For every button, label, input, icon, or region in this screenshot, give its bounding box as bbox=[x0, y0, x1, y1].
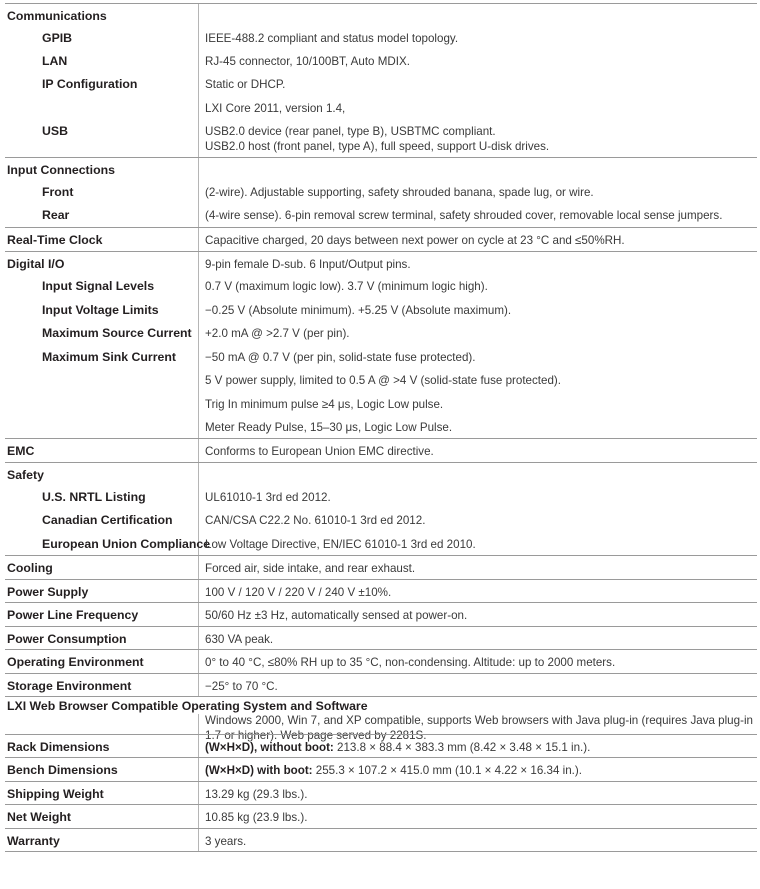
spec-row-emc bbox=[5, 438, 757, 462]
column-divider bbox=[198, 321, 199, 345]
spec-value bbox=[205, 655, 757, 670]
spec-value-text: Static or DHCP. bbox=[205, 78, 286, 91]
spec-label: Input Connections bbox=[7, 163, 115, 177]
spec-row-operating-environment bbox=[5, 649, 757, 673]
spec-value-text: Windows 2000, Win 7, and XP compatible, supports Web browsers with Java plug-in (requires Java plug-in 1.7 or higher). Web page served by 2281S. bbox=[205, 714, 753, 742]
spec-row-maximum-sink-current bbox=[5, 345, 757, 368]
spec-value bbox=[205, 124, 757, 154]
column-divider bbox=[198, 49, 199, 72]
column-divider bbox=[198, 463, 199, 485]
spec-label: Power Consumption bbox=[7, 632, 127, 646]
spec-label: Maximum Sink Current bbox=[42, 350, 176, 364]
spec-value-text: 100 V / 120 V / 220 V / 240 V ±10%. bbox=[205, 586, 392, 599]
spec-row-lxi-web-browser-compatible-operating-system-and-software bbox=[5, 696, 757, 742]
spec-value-text: RJ-45 connector, 10/100BT, Auto MDIX. bbox=[205, 55, 410, 68]
spec-value-text: 50/60 Hz ±3 Hz, automatically sensed at power-on. bbox=[205, 609, 468, 622]
spec-row bbox=[5, 415, 757, 438]
spec-label: Communications bbox=[7, 9, 107, 23]
spec-label: EMC bbox=[7, 444, 35, 458]
spec-value bbox=[205, 632, 757, 647]
spec-row-power-consumption bbox=[5, 626, 757, 649]
spec-value bbox=[205, 608, 757, 623]
spec-table bbox=[5, 3, 757, 852]
spec-row-rear bbox=[5, 203, 757, 227]
spec-label: Rear bbox=[42, 208, 70, 222]
column-divider bbox=[198, 298, 199, 321]
spec-value bbox=[205, 257, 757, 272]
spec-label: Safety bbox=[7, 468, 44, 482]
column-divider bbox=[198, 580, 199, 602]
spec-row bbox=[5, 368, 757, 392]
spec-label: Canadian Certification bbox=[42, 513, 173, 527]
column-divider bbox=[198, 228, 199, 251]
spec-row-european-union-compliance bbox=[5, 532, 757, 555]
spec-value bbox=[205, 513, 757, 528]
column-divider bbox=[198, 714, 199, 734]
spec-row-maximum-source-current bbox=[5, 321, 757, 345]
spec-value-text: 5 V power supply, limited to 0.5 A @ >4 V (solid-state fuse protected). bbox=[205, 374, 562, 387]
spec-value bbox=[205, 420, 757, 435]
spec-label: Operating Environment bbox=[7, 655, 144, 669]
spec-value-text: USB2.0 device (rear panel, type B), USBTMC compliant. bbox=[205, 125, 496, 138]
spec-value bbox=[205, 185, 757, 200]
column-divider bbox=[198, 603, 199, 626]
spec-value bbox=[205, 740, 757, 755]
spec-row-canadian-certification bbox=[5, 508, 757, 532]
spec-value-text: Capacitive charged, 20 days between next power on cycle at 23 °C and ≤50%RH. bbox=[205, 234, 625, 247]
spec-value bbox=[205, 373, 757, 388]
spec-row-gpib bbox=[5, 26, 757, 49]
spec-value-text: −50 mA @ 0.7 V (per pin, solid-state fuse protected). bbox=[205, 351, 476, 364]
spec-label: GPIB bbox=[42, 31, 73, 45]
column-divider bbox=[198, 829, 199, 851]
column-divider bbox=[198, 4, 199, 26]
column-divider bbox=[198, 485, 199, 508]
spec-value bbox=[205, 233, 757, 248]
spec-value-text: Meter Ready Pulse, 15–30 μs, Logic Low Pulse. bbox=[205, 421, 453, 434]
column-divider bbox=[198, 96, 199, 119]
spec-value bbox=[205, 679, 757, 694]
spec-value bbox=[205, 350, 757, 365]
spec-row-rack-dimensions bbox=[5, 734, 757, 757]
spec-row-warranty bbox=[5, 828, 757, 851]
spec-label: Front bbox=[42, 185, 74, 199]
column-divider bbox=[198, 674, 199, 696]
column-divider bbox=[198, 252, 199, 274]
spec-label: Input Signal Levels bbox=[42, 279, 155, 293]
spec-value bbox=[205, 444, 757, 459]
spec-row-real-time-clock bbox=[5, 227, 757, 251]
column-divider bbox=[198, 180, 199, 203]
spec-label: Cooling bbox=[7, 561, 53, 575]
spec-row-power-line-frequency bbox=[5, 602, 757, 626]
spec-label: IP Configuration bbox=[42, 77, 138, 91]
column-divider bbox=[198, 158, 199, 180]
spec-label: Warranty bbox=[7, 834, 60, 848]
spec-label: Digital I/O bbox=[7, 257, 65, 271]
spec-row-shipping-weight bbox=[5, 781, 757, 804]
spec-value-text: Low Voltage Directive, EN/IEC 61010-1 3rd ed 2010. bbox=[205, 538, 476, 551]
column-divider bbox=[198, 26, 199, 49]
spec-label: USB bbox=[42, 124, 68, 138]
spec-value-text: 630 VA peak. bbox=[205, 633, 274, 646]
spec-value bbox=[205, 303, 757, 318]
spec-row-input-connections bbox=[5, 157, 757, 180]
spec-row-net-weight bbox=[5, 804, 757, 828]
column-divider bbox=[198, 508, 199, 532]
spec-row-cooling bbox=[5, 555, 757, 579]
column-divider bbox=[198, 392, 199, 415]
spec-label: Input Voltage Limits bbox=[42, 303, 159, 317]
column-divider bbox=[198, 805, 199, 828]
spec-label: Net Weight bbox=[7, 810, 71, 824]
column-divider bbox=[198, 415, 199, 438]
spec-value-text: 0° to 40 °C, ≤80% RH up to 35 °C, non-condensing. Altitude: up to 2000 meters. bbox=[205, 656, 616, 669]
spec-row-usb bbox=[5, 119, 757, 157]
column-divider bbox=[198, 650, 199, 673]
spec-value-emphasis: (W×H×D), without boot: bbox=[205, 741, 334, 754]
spec-label: U.S. NRTL Listing bbox=[42, 490, 146, 504]
spec-value bbox=[205, 101, 757, 116]
spec-value bbox=[205, 763, 757, 778]
spec-label: LAN bbox=[42, 54, 68, 68]
spec-value-text: LXI Core 2011, version 1.4, bbox=[205, 102, 346, 115]
spec-row-digital-i-o bbox=[5, 251, 757, 274]
spec-value-text: +2.0 mA @ >2.7 V (per pin). bbox=[205, 327, 350, 340]
spec-label: Rack Dimensions bbox=[7, 740, 110, 754]
spec-row-ip-configuration bbox=[5, 72, 757, 96]
column-divider bbox=[198, 345, 199, 368]
spec-label: Real-Time Clock bbox=[7, 233, 103, 247]
spec-row-u-s-nrtl-listing bbox=[5, 485, 757, 508]
column-divider bbox=[198, 203, 199, 227]
spec-value bbox=[205, 537, 757, 552]
spec-row-lan bbox=[5, 49, 757, 72]
column-divider bbox=[198, 368, 199, 392]
column-divider bbox=[198, 735, 199, 757]
spec-row bbox=[5, 96, 757, 119]
spec-value bbox=[205, 54, 757, 69]
spec-value bbox=[205, 490, 757, 505]
spec-label: Maximum Source Current bbox=[42, 326, 192, 340]
table-bottom-rule bbox=[5, 851, 757, 852]
spec-label: Storage Environment bbox=[7, 679, 132, 693]
spec-row-storage-environment bbox=[5, 673, 757, 696]
spec-value-text: 13.29 kg (29.3 lbs.). bbox=[205, 788, 308, 801]
spec-value-text: UL61010-1 3rd ed 2012. bbox=[205, 491, 331, 504]
spec-row-input-voltage-limits bbox=[5, 298, 757, 321]
spec-value bbox=[205, 561, 757, 576]
spec-value bbox=[205, 810, 757, 825]
spec-row-communications bbox=[5, 3, 757, 26]
column-divider bbox=[198, 758, 199, 781]
spec-value bbox=[205, 397, 757, 412]
spec-value-text: 3 years. bbox=[205, 835, 247, 848]
spec-value-text: −0.25 V (Absolute minimum). +5.25 V (Absolute maximum). bbox=[205, 304, 512, 317]
spec-value-emphasis: (W×H×D) with boot: bbox=[205, 764, 313, 777]
spec-label: Bench Dimensions bbox=[7, 763, 118, 777]
spec-value bbox=[205, 77, 757, 92]
spec-value-text: 10.85 kg (23.9 lbs.). bbox=[205, 811, 308, 824]
column-divider bbox=[198, 119, 199, 157]
spec-label: LXI Web Browser Compatible Operating System and Software bbox=[7, 699, 368, 713]
spec-row-front bbox=[5, 180, 757, 203]
spec-value bbox=[205, 326, 757, 341]
spec-value bbox=[205, 208, 757, 223]
spec-row-safety bbox=[5, 462, 757, 485]
column-divider bbox=[198, 782, 199, 804]
column-divider bbox=[198, 556, 199, 579]
spec-row-power-supply bbox=[5, 579, 757, 602]
spec-value bbox=[205, 279, 757, 294]
spec-row bbox=[5, 392, 757, 415]
spec-value-text: 213.8 × 88.4 × 383.3 mm (8.42 × 3.48 × 15.1 in.). bbox=[333, 741, 591, 754]
spec-label: Power Supply bbox=[7, 585, 89, 599]
spec-value-text: Conforms to European Union EMC directive. bbox=[205, 445, 434, 458]
spec-value-text: (4-wire sense). 6-pin removal screw terminal, safety shrouded cover, removable local sense jumpers. bbox=[205, 209, 723, 222]
spec-value bbox=[205, 585, 757, 600]
spec-label: Power Line Frequency bbox=[7, 608, 139, 622]
spec-row-bench-dimensions bbox=[5, 757, 757, 781]
column-divider bbox=[198, 72, 199, 96]
column-divider bbox=[198, 439, 199, 462]
spec-value-text: Forced air, side intake, and rear exhaust. bbox=[205, 562, 416, 575]
spec-label: European Union Compliance bbox=[42, 537, 211, 551]
spec-value bbox=[205, 31, 757, 46]
spec-value-text: IEEE-488.2 compliant and status model topology. bbox=[205, 32, 459, 45]
spec-label: Shipping Weight bbox=[7, 787, 104, 801]
spec-value-text: 9-pin female D-sub. 6 Input/Output pins. bbox=[205, 258, 411, 271]
spec-value-text: −25° to 70 °C. bbox=[205, 680, 278, 693]
column-divider bbox=[198, 274, 199, 298]
spec-value-text: Trig In minimum pulse ≥4 μs, Logic Low pulse. bbox=[205, 398, 444, 411]
spec-value-text-line2: USB2.0 host (front panel, type A), full speed, support U-disk drives. bbox=[205, 140, 550, 153]
spec-value-text: 0.7 V (maximum logic low). 3.7 V (minimum logic high). bbox=[205, 280, 488, 293]
column-divider bbox=[198, 627, 199, 649]
spec-value-text: CAN/CSA C22.2 No. 61010-1 3rd ed 2012. bbox=[205, 514, 426, 527]
spec-value-text: (2-wire). Adjustable supporting, safety shrouded banana, spade lug, or wire. bbox=[205, 186, 594, 199]
spec-value bbox=[205, 787, 757, 802]
spec-value bbox=[205, 834, 757, 849]
spec-row-input-signal-levels bbox=[5, 274, 757, 298]
spec-value-text: 255.3 × 107.2 × 415.0 mm (10.1 × 4.22 × 16.34 in.). bbox=[312, 764, 582, 777]
